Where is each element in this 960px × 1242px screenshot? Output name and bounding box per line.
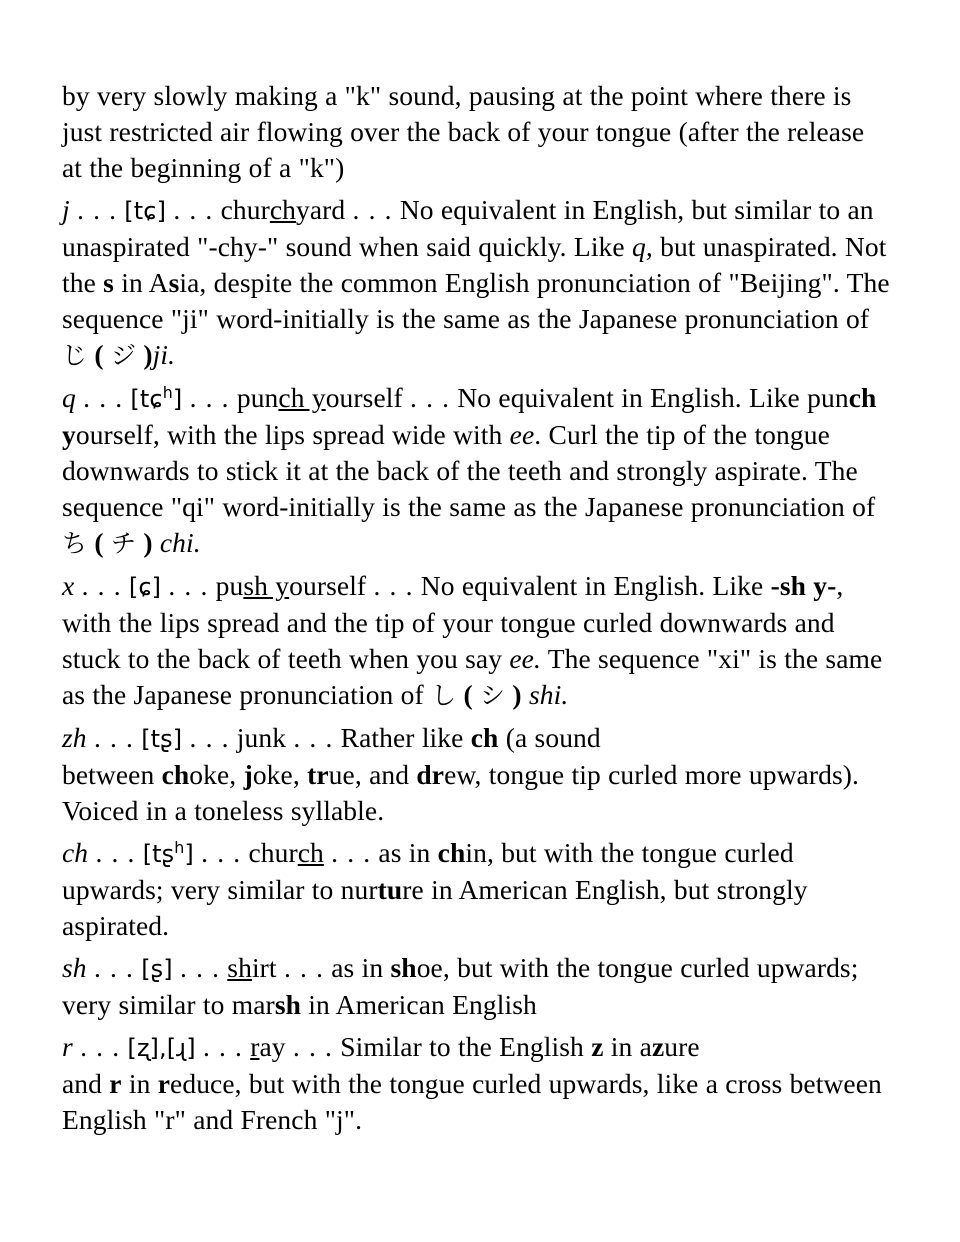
q-body-3: . Curl the tip of the tongue downwards to stick it at the back of the teeth and strongly aspirate. The sequence "qi" word-initially is the same as the Japanese pronunciation of xyxy=(62,419,876,522)
j-example-underlined: ch xyxy=(269,194,296,225)
ch-example-pre: chur xyxy=(248,837,298,868)
x-example-post: ourself xyxy=(289,570,367,601)
x-kana-katakana: シ xyxy=(480,681,506,710)
ipa-ch xyxy=(143,840,194,868)
x-example-pre: pu xyxy=(215,570,244,601)
x-kana-hiragana: し xyxy=(431,681,457,710)
ipa-ch-superscript-h: h xyxy=(174,838,185,857)
r-line2-pre: and xyxy=(62,1068,110,1099)
ipa-q-superscript-h: h xyxy=(162,383,173,402)
intro-line-1: by very slowly making a "k" sound, pausing at the point where xyxy=(62,80,763,111)
x-example-underlined: sh y xyxy=(243,570,290,601)
zh-dots-1: . . . xyxy=(93,722,134,753)
zh-bold-5: dr xyxy=(416,759,445,790)
ch-body-2: in, but with the tongue curled upwards; very similar to nur xyxy=(62,837,794,905)
ipa-q-close: ] xyxy=(172,385,183,413)
q-kana-hiragana: ち xyxy=(62,529,88,558)
zh-body-2: (a sound xyxy=(498,722,601,753)
headword-ch: ch xyxy=(62,837,89,868)
x-dots-1: . . . xyxy=(81,570,122,601)
sh-dots-1: . . . xyxy=(93,952,134,983)
zh-line2-c: ue, and xyxy=(328,759,417,790)
x-romaji: shi. xyxy=(528,679,569,710)
headword-sh: sh xyxy=(62,952,87,983)
sh-dots-2: . . . xyxy=(180,952,220,983)
j-body-3: in A xyxy=(113,267,169,298)
r-bold-2: z xyxy=(651,1031,665,1062)
q-italic-1: ee xyxy=(509,419,535,450)
j-kana-katakana: ジ xyxy=(110,341,137,370)
ipa-j: [tɕ] xyxy=(124,197,167,225)
ipa-r: [ʐ],[ɻ] xyxy=(127,1034,196,1062)
sh-body-1: as in xyxy=(331,952,391,983)
zh-line2-a: oke, xyxy=(189,759,244,790)
q-example-pre: pun xyxy=(236,382,279,413)
q-romaji: chi. xyxy=(159,527,201,558)
headword-x: x xyxy=(62,570,75,601)
ipa-q xyxy=(130,385,182,413)
intro-line-3: (after the release at the beginning of a "k") xyxy=(62,116,865,183)
ch-body-3: re in American English, but strongly aspirated. xyxy=(62,874,808,941)
j-dots-1: . . . xyxy=(77,194,118,225)
zh-line2-b: oke, xyxy=(252,759,308,790)
zh-line2-pre: between xyxy=(62,759,162,790)
ch-body-1: as in xyxy=(378,837,438,868)
j-body-2: but unaspirated. Not the xyxy=(62,231,887,298)
intro-line-2: there is just restricted air flowing over the back of your tongue xyxy=(62,80,852,147)
r-example-post: ay xyxy=(259,1031,286,1062)
q-body-2: ourself, with the lips spread wide with xyxy=(75,419,510,450)
ch-dots-1: . . . xyxy=(95,837,136,868)
r-line2-b: educe, but with the tongue curled upwards, like a cross between English "r" and French "j". xyxy=(62,1068,882,1135)
ch-bold-1: ch xyxy=(437,837,466,868)
zh-bold-2: ch xyxy=(161,759,190,790)
r-bold-3: r xyxy=(109,1068,122,1099)
sh-body-2: oe, but with the tongue curled upwards; very similar to mar xyxy=(62,952,859,1020)
zh-example: junk xyxy=(236,722,287,753)
paragraph-entry-sh xyxy=(62,950,890,1023)
headword-zh: zh xyxy=(62,722,87,753)
r-example-underlined: r xyxy=(250,1031,260,1062)
headword-q: q xyxy=(62,382,76,413)
r-dots-1: . . . xyxy=(80,1031,121,1062)
j-body-4: ia, despite the common English pronunciation of "Beijing". The sequence "ji" word-initially is the same as the Japanese pronunciation of xyxy=(62,267,890,334)
q-example-post: ourself xyxy=(325,382,403,413)
x-dots-2: . . . xyxy=(168,570,209,601)
q-example-underlined: ch y xyxy=(278,382,326,413)
zh-bold-1: ch xyxy=(470,722,499,753)
x-dots-3: . . . xyxy=(373,570,414,601)
x-body-2: , with the lips spread and the tip of your tongue curled downwards and stuck to the back of teeth when you say xyxy=(62,570,844,674)
ch-bold-2: tu xyxy=(377,874,403,905)
sh-bold-1: sh xyxy=(390,952,417,983)
ipa-q-base: [tɕ xyxy=(130,385,163,413)
sh-dots-3: . . . xyxy=(283,952,324,983)
j-kana-close-paren: ) xyxy=(143,339,153,370)
q-dots-2: . . . xyxy=(189,382,230,413)
q-kana-close-paren: ) xyxy=(143,527,153,558)
paragraph-entry-ch xyxy=(62,835,890,944)
zh-bold-3: j xyxy=(243,759,253,790)
r-dots-2: . . . xyxy=(202,1031,243,1062)
zh-bold-4: tr xyxy=(307,759,329,790)
j-romaji: ji. xyxy=(152,339,176,370)
q-kana-open-paren: ( xyxy=(94,527,104,558)
zh-dots-2: . . . xyxy=(189,722,230,753)
paragraph-entry-r xyxy=(62,1029,890,1138)
r-body-3: ure xyxy=(664,1031,700,1062)
paragraph-intro xyxy=(62,78,890,186)
j-example-pre: chur xyxy=(220,194,270,225)
sh-body-3: in American English xyxy=(301,989,537,1020)
q-body-1: No equivalent in English. Like pun xyxy=(457,382,849,413)
ch-dots-2: . . . xyxy=(201,837,242,868)
zh-dots-3: . . . xyxy=(293,722,334,753)
ipa-sh: [ʂ] xyxy=(141,955,173,983)
x-italic-1: ee. xyxy=(509,643,541,674)
ipa-ch-base: [tʂ xyxy=(142,840,175,868)
j-kana-open-paren: ( xyxy=(94,339,104,370)
j-like-ref: q, xyxy=(632,231,653,262)
r-body-2: in a xyxy=(603,1031,652,1062)
j-body-1: No equivalent in English, but similar to an unaspirated "-chy-" sound when said quickly. Like xyxy=(62,194,874,262)
x-kana-close-paren: ) xyxy=(512,679,522,710)
x-kana-open-paren: ( xyxy=(463,679,473,710)
x-bold-1: -sh y- xyxy=(770,570,837,601)
sh-example-underlined: sh xyxy=(227,952,252,983)
j-kana-hiragana: じ xyxy=(62,341,88,370)
q-bold-1: ch y xyxy=(62,382,877,450)
r-dots-3: . . . xyxy=(292,1031,333,1062)
q-kana-katakana: チ xyxy=(110,529,137,558)
paragraph-entry-x xyxy=(62,568,890,714)
q-dots-1: . . . xyxy=(83,382,124,413)
j-example-post: yard xyxy=(296,194,346,225)
ch-example-underlined: ch xyxy=(297,837,324,868)
paragraph-entry-q xyxy=(62,380,890,562)
j-bold-2: s xyxy=(168,267,180,298)
ipa-zh: [tʂ] xyxy=(141,725,183,753)
r-line2-a: in xyxy=(121,1068,158,1099)
headword-j: j xyxy=(62,194,70,225)
sh-bold-2: sh xyxy=(274,989,302,1020)
q-dots-3: . . . xyxy=(410,382,451,413)
ch-dots-3: . . . xyxy=(331,837,372,868)
sh-example-post: irt xyxy=(251,952,277,983)
r-bold-1: z xyxy=(591,1031,604,1062)
j-bold-1: s xyxy=(103,267,114,298)
x-body-3: The sequence "xi" is the same as the Japanese pronunciation of xyxy=(62,643,883,710)
r-body-1: Similar to the English xyxy=(340,1031,592,1062)
zh-body-1: Rather like xyxy=(340,722,471,753)
zh-line2-d: ew, tongue tip curled more upwards). Voiced in a toneless syllable. xyxy=(62,759,859,826)
paragraph-entry-j xyxy=(62,192,890,374)
r-bold-4: r xyxy=(157,1068,171,1099)
paragraph-entry-zh xyxy=(62,720,890,829)
headword-r: r xyxy=(62,1031,73,1062)
j-dots-2: . . . xyxy=(173,194,214,225)
x-body-1: No equivalent in English. Like xyxy=(420,570,771,601)
j-dots-3: . . . xyxy=(352,194,393,225)
ipa-ch-close: ] xyxy=(184,840,194,868)
ipa-x: [ɕ] xyxy=(128,573,162,601)
